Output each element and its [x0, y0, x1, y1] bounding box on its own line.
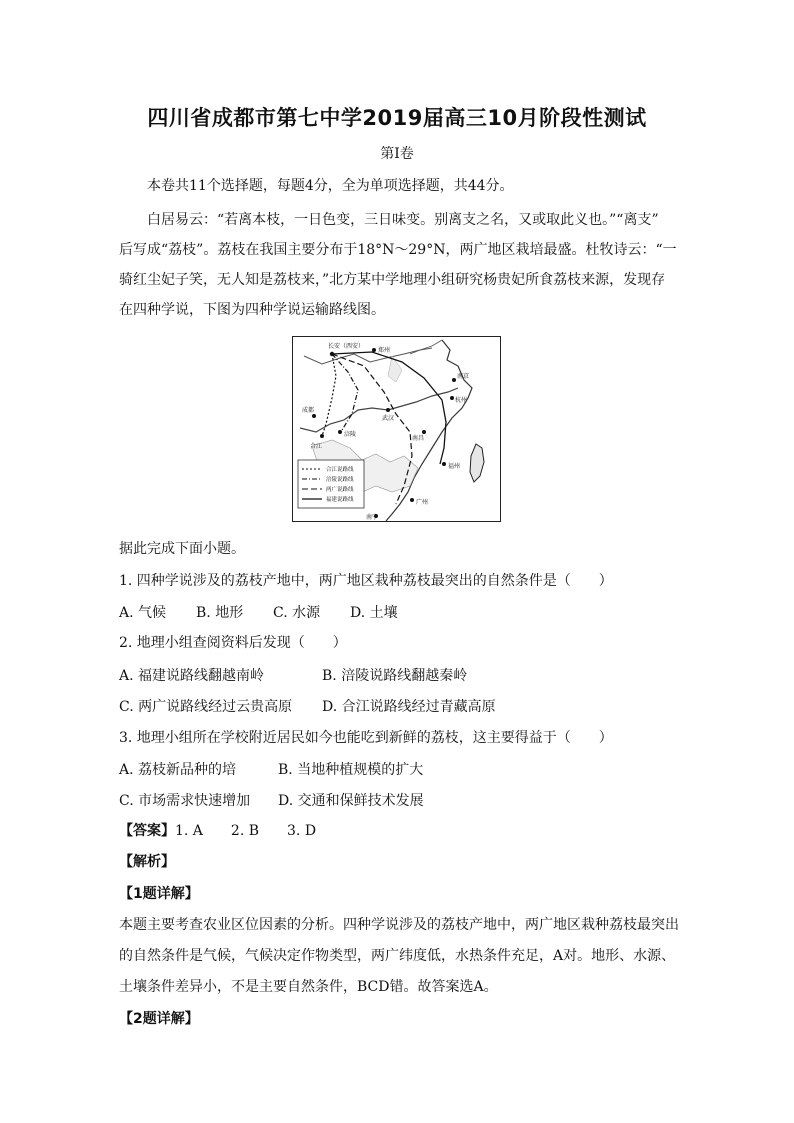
passage-line: 后写成“荔枝”。荔枝在我国主要分布于18°N～29°N，两广地区栽培最盛。杜牧诗云：“一: [119, 242, 677, 258]
explanation-line: 土壤条件差异小，不是主要自然条件，BCD错。故答案选A。: [119, 979, 498, 995]
answer-option: C. 市场需求快速增加: [119, 793, 251, 809]
city-label: 长安（西安）: [328, 343, 365, 350]
explanation-line: 的自然条件是气候，气候决定作物类型，两广纬度低，水热条件充足，A对。地形、水源、: [119, 948, 676, 964]
answer-option: B. 涪陵说路线翻越秦岭: [322, 668, 468, 684]
answer-option: A. 荔枝新品种的培: [119, 762, 237, 778]
legend-label: 福建说路线: [326, 497, 354, 503]
analysis-heading: 【解析】: [119, 854, 175, 870]
legend-label: 合江说路线: [326, 467, 354, 473]
answer-option: C. 水源: [273, 605, 321, 621]
legend-label: 两广说路线: [326, 487, 354, 493]
section-subtitle: 第Ⅰ卷: [380, 146, 414, 162]
city-label: 郑州: [378, 347, 391, 354]
answer-option: D. 土壤: [350, 605, 398, 621]
city-label: 福州: [448, 463, 461, 470]
answer-option: D. 合江说路线经过青藏高原: [322, 699, 496, 715]
passage-line: 白居易云：“若离本枝，一日色变，三日味变。别离支之名，又或取此义也。”“离支”: [147, 212, 659, 228]
city-label: 成都: [302, 407, 315, 414]
answer-text: 1. A 2. B 3. D: [175, 823, 317, 839]
answer-option: C. 两广说路线经过云贵高原: [119, 699, 293, 715]
question-stem: 1. 四种学说涉及的荔枝产地中，两广地区栽种荔枝最突出的自然条件是（ ）: [119, 573, 613, 589]
passage-line: 骑红尘妃子笑，无人知是荔枝来，”北方某中学地理小组研究杨贵妃所食荔枝来源，发现存: [119, 272, 666, 288]
instruction-text: 据此完成下面小题。: [119, 541, 245, 557]
answer-option: A. 福建说路线翻越南岭: [119, 668, 265, 684]
city-label: 杭州: [455, 397, 468, 404]
answer-option: B. 当地种植规模的扩大: [278, 762, 424, 778]
page-title: 四川省成都市第七中学2019届高三10月阶段性测试: [147, 106, 647, 130]
explanation-line: 本题主要考查农业区位因素的分析。四种学说涉及的荔枝产地中，两广地区栽种荔枝最突出: [119, 917, 679, 933]
city-label: 合江: [310, 443, 323, 450]
answer-option: B. 地形: [196, 605, 244, 621]
city-label: 武汉: [382, 415, 395, 422]
map-legend: [298, 460, 364, 508]
detail-heading: 【1题详解】: [119, 886, 199, 902]
city-label: 涪陵: [344, 431, 357, 438]
city-label: 南京: [457, 373, 470, 380]
answer-row: [119, 821, 689, 841]
passage-line: 在四种学说，下图为四种学说运输路线图。: [119, 302, 385, 318]
city-label: 南昌: [412, 435, 425, 442]
city-label: 南宁: [366, 514, 379, 521]
question-stem: 2. 地理小组查阅资料后发现（ ）: [119, 635, 347, 651]
answer-label: 【答案】: [119, 823, 175, 839]
answer-option: A. 气候: [119, 605, 167, 621]
answer-option: D. 交通和保鲜技术发展: [278, 793, 424, 809]
city-label: 广州: [416, 499, 429, 506]
lychee-route-map: [292, 336, 501, 522]
question-stem: 3. 地理小组所在学校附近居民如今也能吃到新鲜的荔枝，这主要得益于（ ）: [119, 730, 613, 746]
intro-text: 本卷共11个选择题，每题4分，全为单项选择题，共44分。: [147, 178, 514, 194]
detail-heading: 【2题详解】: [119, 1011, 199, 1027]
legend-label: 涪陵说路线: [326, 477, 354, 483]
